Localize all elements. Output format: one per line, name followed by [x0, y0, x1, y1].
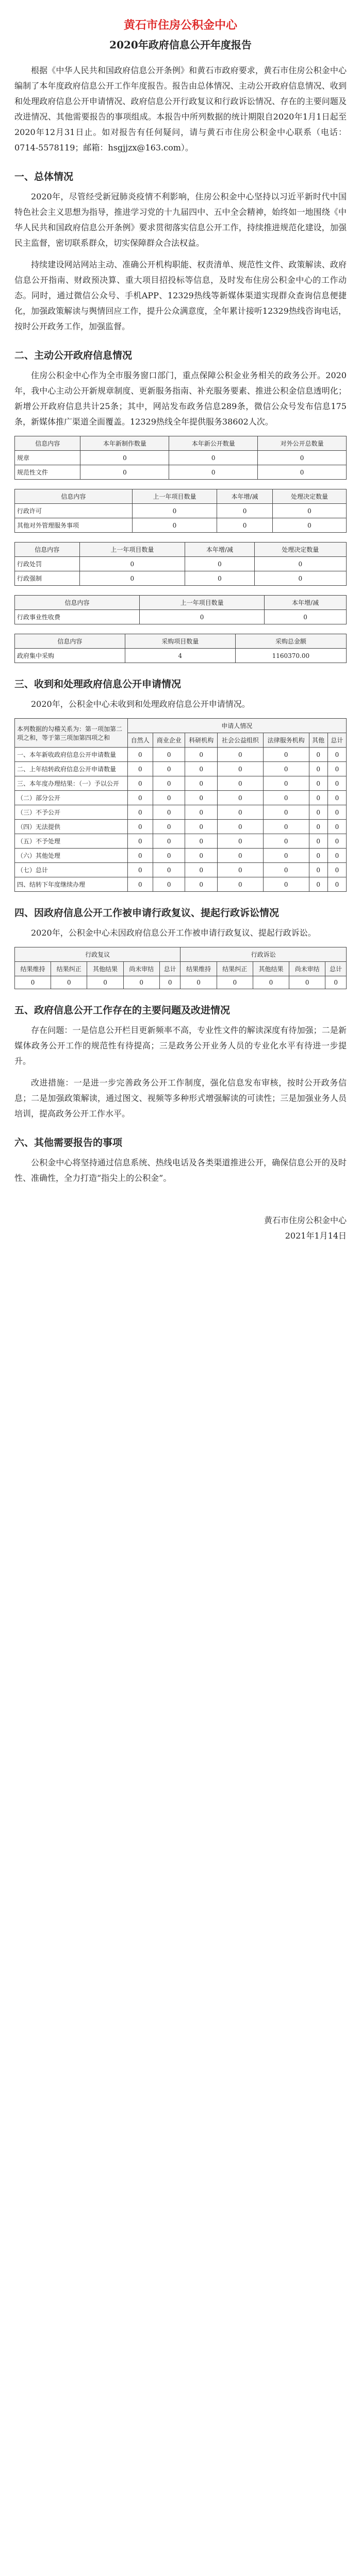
- table-cell: 0: [327, 776, 346, 791]
- table-row: [15, 518, 347, 533]
- table-cell: 0: [263, 748, 309, 762]
- table-cell: 行政许可: [15, 504, 133, 518]
- table-cell: 0: [153, 791, 185, 805]
- applications-body: [15, 748, 347, 892]
- table-cell: 0: [217, 748, 263, 762]
- table-row: [15, 451, 347, 465]
- table-cell: 0: [153, 863, 185, 877]
- table-cell: 0: [185, 877, 218, 892]
- table-header: 科研机构: [185, 733, 218, 748]
- table-header: 总计: [325, 962, 347, 976]
- table-header: 处理决定数量: [272, 489, 346, 504]
- table-cell: 规范性文件: [15, 465, 80, 480]
- table-cell: 一、本年新收政府信息公开申请数量: [15, 748, 128, 762]
- table-header: 本年新公开数量: [169, 436, 258, 451]
- table-cell: 0: [185, 762, 218, 776]
- table-cell: 0: [217, 504, 273, 518]
- table-header: 采购总金额: [235, 634, 346, 649]
- table-cell: 0: [217, 762, 263, 776]
- table-cell: 其他对外管理服务事项: [15, 518, 133, 533]
- table-cell: 行政事业性收费: [15, 610, 140, 624]
- report-page: [0, 0, 361, 1244]
- table-cell: 0: [127, 834, 153, 849]
- table-cell: 行政强制: [15, 571, 80, 586]
- table-cell: 0: [185, 776, 218, 791]
- table-row: [15, 748, 347, 762]
- section-3-paragraph: 2020年，公积金中心未收到和处理政府信息公开申请情况。: [31, 699, 250, 709]
- table-header: 总计: [327, 733, 346, 748]
- table-header: 对外公开总数量: [258, 436, 347, 451]
- table-cell: （二）部分公开: [15, 791, 128, 805]
- table-cell: 0: [185, 571, 254, 586]
- table-cell: 0: [87, 976, 123, 989]
- table-cell: 0: [263, 849, 309, 863]
- table-cell: 0: [327, 834, 346, 849]
- table-cell: 0: [263, 863, 309, 877]
- table-cell: 0: [127, 820, 153, 834]
- table-cell: 0: [185, 748, 218, 762]
- table-cell: 0: [127, 748, 153, 762]
- table-cell: 0: [185, 791, 218, 805]
- table-header: 结果纠正: [51, 962, 87, 976]
- table-licensing: [14, 489, 347, 533]
- section-6-paragraph: 公积金中心将坚持通过信息系统、热线电话及各类渠道推进公开，确保信息公开的及时性、准确性，全力打造“指尖上的公积金”。: [14, 1158, 347, 1183]
- table-row: [15, 504, 347, 518]
- table-cell: 0: [79, 571, 185, 586]
- table-cell: 0: [263, 834, 309, 849]
- table-cell: 0: [217, 805, 263, 820]
- table-cell: 0: [263, 776, 309, 791]
- table-cell: 0: [127, 762, 153, 776]
- table-cell: 0: [309, 791, 327, 805]
- table-header: 信息内容: [15, 543, 80, 557]
- table-header: 信息内容: [15, 634, 125, 649]
- table-cell: 0: [153, 762, 185, 776]
- section-5-heading: 五、政府信息公开工作存在的主要问题及改进情况: [14, 1005, 231, 1016]
- table-cell: 0: [309, 863, 327, 877]
- table-cell: 0: [309, 776, 327, 791]
- table-cell: 0: [185, 805, 218, 820]
- table-cell: 0: [15, 976, 51, 989]
- intro-paragraph: 根据《中华人民共和国政府信息公开条例》和黄石市政府要求，黄石市住房公积金中心编制了本年度政府信息公开工作年度报告。报告由总体情况、主动公开政府信息情况、收到和处理政府信息公开申请情况、政府信息公开行政复议和行政诉讼情况、存在的主要问题及改进情况、其他需要报告的事项组成。本报告中所列数据的统计期限自2020年1月1日起至2020年12月31日止。如对报告有任何疑问，请与黄石市住房公积金中心联系（电话：0714-5578119；邮箱：hsgjjzx@163.com）。: [14, 65, 347, 152]
- table-cell: （六）其他处理: [15, 849, 128, 863]
- section-3-heading: 三、收到和处理政府信息公开申请情况: [14, 679, 182, 690]
- table-header: 法律服务机构: [263, 733, 309, 748]
- table-header: 采购项目数量: [125, 634, 235, 649]
- table-cell: 0: [327, 762, 346, 776]
- table-cell: 0: [325, 976, 347, 989]
- table-row: [15, 557, 347, 571]
- table-row: [15, 776, 347, 791]
- table-row: [15, 465, 347, 480]
- table-header: 结果纠正: [217, 962, 253, 976]
- table-header: 本年增/减: [217, 489, 273, 504]
- table-cell: 0: [80, 465, 169, 480]
- table-cell: 4: [125, 649, 235, 663]
- table-cell: 0: [272, 518, 346, 533]
- table-cell: 0: [327, 863, 346, 877]
- table-header: 尚未审结: [123, 962, 159, 976]
- table-row: [15, 791, 347, 805]
- table-cell: 四、结转下年度继续办理: [15, 877, 128, 892]
- table-header: 其他结果: [253, 962, 289, 976]
- table-cell: 规章: [15, 451, 80, 465]
- table-row: [15, 863, 347, 877]
- table-header: 社会公益组织: [217, 733, 263, 748]
- table-row: [15, 610, 347, 624]
- table-cell: 0: [185, 557, 254, 571]
- table-header: 结果维持: [15, 962, 51, 976]
- table-cell: 0: [309, 762, 327, 776]
- table-cell: 0: [127, 849, 153, 863]
- table-cell: 0: [153, 805, 185, 820]
- table-header: 上一年项目数量: [140, 596, 265, 610]
- table-cell: 0: [217, 849, 263, 863]
- table-cell: 0: [309, 820, 327, 834]
- table-cell: 0: [180, 976, 217, 989]
- table-header: 处理决定数量: [254, 543, 346, 557]
- table-cell: 0: [127, 776, 153, 791]
- table-cell: 0: [217, 834, 263, 849]
- table-cell: 0: [123, 976, 159, 989]
- table-procurement: [14, 634, 347, 663]
- table-header: 本年增/减: [265, 596, 347, 610]
- section-4-paragraph: 2020年，公积金中心未因政府信息公开工作被申请行政复议、提起行政诉讼。: [31, 928, 316, 938]
- section-6-heading: 六、其他需要报告的事项: [14, 1137, 123, 1148]
- section-1-paragraph-1: 2020年，尽管经受新冠肺炎疫情不利影响，住房公积金中心坚持以习近平新时代中国特色社会主义思想为指导，推进学习党的十九届四中、五中全会精神，始终如一地围绕《中华人民共和国政府信息公开条例》要求贯彻落实信息公开工作，持续推进规范化建设，加强民主监督，密切联系群众，切实保障群众合法权益。: [14, 192, 347, 248]
- table-cell: 0: [254, 557, 346, 571]
- section-5-paragraph-2: 改进措施：一是进一步完善政务公开工作制度，强化信息发布审核，按时公开政务信息；二是加强政策解读，通过图文、视频等多种形式增强解读的可读性；三是加强业务人员培训，提高政务公开工作水平。: [14, 1078, 347, 1118]
- table-header: 本年增/减: [185, 543, 254, 557]
- table-header: 尚未审结: [289, 962, 325, 976]
- table-row: [15, 571, 347, 586]
- table-cell: 0: [265, 610, 347, 624]
- table-header: 行政诉讼: [180, 947, 347, 962]
- table-penalty: [14, 542, 347, 586]
- table-cell: （三）不予公开: [15, 805, 128, 820]
- report-title: 2020年政府信息公开年度报告: [109, 39, 252, 51]
- table-header: 总计: [159, 962, 180, 976]
- table-cell: 0: [217, 776, 263, 791]
- table-row: [15, 834, 347, 849]
- table-cell: 政府集中采购: [15, 649, 125, 663]
- table-cell: 0: [153, 849, 185, 863]
- table-cell: 0: [127, 877, 153, 892]
- table-cell: 0: [153, 820, 185, 834]
- table-applications: [14, 718, 347, 892]
- table-cell: 0: [217, 976, 253, 989]
- table-cell: 0: [140, 610, 265, 624]
- table-cell: 0: [258, 451, 347, 465]
- table-row: [15, 762, 347, 776]
- table-cell: 0: [253, 976, 289, 989]
- table-cell: 0: [263, 877, 309, 892]
- table-cell: 0: [289, 976, 325, 989]
- section-4-heading: 四、因政府信息公开工作被申请行政复议、提起行政诉讼情况: [14, 907, 280, 919]
- table-header: 结果维持: [180, 962, 217, 976]
- table-cell: （四）无法提供: [15, 820, 128, 834]
- table-cell: 0: [309, 877, 327, 892]
- table-cell: 0: [185, 834, 218, 849]
- table-header: 自然人: [127, 733, 153, 748]
- table-cell: 三、本年度办理结果：（一）予以公开: [15, 776, 128, 791]
- table-cell: 0: [80, 451, 169, 465]
- table-cell: 0: [327, 805, 346, 820]
- section-5-paragraph-1: 存在问题：一是信息公开栏目更新频率不高，专业性文件的解读深度有待加强；二是新媒体政务公开工作的规范性有待提高；三是政务公开业务人员的专业化水平有待进一步提升。: [14, 1025, 347, 1066]
- table-row: [15, 849, 347, 863]
- table-header: 信息内容: [15, 596, 140, 610]
- table-cell: 0: [217, 791, 263, 805]
- table-cell: 0: [258, 465, 347, 480]
- table-cell: 0: [263, 805, 309, 820]
- table-cell: 0: [132, 518, 217, 533]
- table-cell: 0: [185, 849, 218, 863]
- table-cell: 0: [185, 820, 218, 834]
- table-cell: 0: [159, 976, 180, 989]
- table-cell: 0: [127, 863, 153, 877]
- table-header: 申请人情况: [127, 719, 346, 733]
- table-header: 信息内容: [15, 489, 133, 504]
- table-header: 其他结果: [87, 962, 123, 976]
- footer-date: 2021年1月14日: [285, 1231, 347, 1241]
- table-header: 商业企业: [153, 733, 185, 748]
- table-cell: 0: [309, 748, 327, 762]
- table-cell: 0: [327, 791, 346, 805]
- table-row: [15, 976, 347, 989]
- table-header: 上一年项目数量: [132, 489, 217, 504]
- table-cell: 0: [51, 976, 87, 989]
- table-cell: 0: [263, 762, 309, 776]
- table-row: [15, 649, 347, 663]
- table-cell: 0: [309, 849, 327, 863]
- table-cell: 0: [169, 465, 258, 480]
- table-header: 其他: [309, 733, 327, 748]
- table-cell: 0: [153, 748, 185, 762]
- table-review-litigation: [14, 947, 347, 989]
- table-cell: 1160370.00: [235, 649, 346, 663]
- table-cell: 0: [327, 849, 346, 863]
- table-header: 本列数据的勾稽关系为：第一项加第二项之和，等于第三项加第四项之和: [15, 719, 128, 748]
- section-1-heading: 一、总体情况: [14, 171, 74, 182]
- table-cell: 二、上年结转政府信息公开申请数量: [15, 762, 128, 776]
- table-cell: 0: [217, 820, 263, 834]
- table-row: [15, 805, 347, 820]
- table-cell: 0: [153, 877, 185, 892]
- table-header: 行政复议: [15, 947, 180, 962]
- section-2-paragraph: 住房公积金中心作为全市服务窗口部门，重点保障公积金业务相关的政务公开。2020年，我中心主动公开新规章制度、更新服务指南、补充服务要素、推进公积金信息透明化；新增公开政府信息共计25条；其中，网站发布政务信息289条，微信公众号发布信息175条，新媒体推广渠道全面覆盖。12329热线全年提供服务38602人次。: [14, 370, 347, 427]
- table-cell: （七）总计: [15, 863, 128, 877]
- table-cell: 0: [79, 557, 185, 571]
- table-cell: 0: [169, 451, 258, 465]
- table-cell: 0: [327, 820, 346, 834]
- table-cell: 0: [132, 504, 217, 518]
- table-cell: 0: [185, 863, 218, 877]
- table-cell: 0: [254, 571, 346, 586]
- table-header: 信息内容: [15, 436, 80, 451]
- table-cell: 行政处罚: [15, 557, 80, 571]
- table-header: 本年新制作数量: [80, 436, 169, 451]
- table-cell: 0: [217, 863, 263, 877]
- section-2-heading: 二、主动公开政府信息情况: [14, 350, 133, 361]
- table-cell: （五）不予处理: [15, 834, 128, 849]
- table-fees: [14, 595, 347, 624]
- table-row: [15, 820, 347, 834]
- org-title: 黄石市住房公积金中心: [123, 19, 237, 32]
- table-cell: 0: [272, 504, 346, 518]
- table-cell: 0: [217, 877, 263, 892]
- table-regulations: [14, 436, 347, 480]
- table-cell: 0: [263, 820, 309, 834]
- table-cell: 0: [153, 834, 185, 849]
- table-cell: 0: [309, 834, 327, 849]
- table-cell: 0: [309, 805, 327, 820]
- table-cell: 0: [327, 877, 346, 892]
- table-cell: 0: [217, 518, 273, 533]
- table-cell: 0: [153, 776, 185, 791]
- table-cell: 0: [263, 791, 309, 805]
- footer-org: 黄石市住房公积金中心: [264, 1215, 347, 1225]
- table-cell: 0: [127, 805, 153, 820]
- table-header: 上一年项目数量: [79, 543, 185, 557]
- table-cell: 0: [327, 748, 346, 762]
- section-1-paragraph-2: 持续建设网站网站主动、准确公开机构职能、权责清单、规范性文件、政策解读、政府信息公开指南、财政预决算、重大项目招投标等信息，及时发布住房公积金中心的工作动态。同时，通过微信公众号、手机APP、12329热线等新媒体渠道实现群众查询信息便捷化，加强政策解读与舆情回应工作，提升公众满意度，全年累计接听12329热线咨询电话，按时公开政务工作，加强监督。: [14, 260, 347, 331]
- table-cell: 0: [127, 791, 153, 805]
- table-row: [15, 877, 347, 892]
